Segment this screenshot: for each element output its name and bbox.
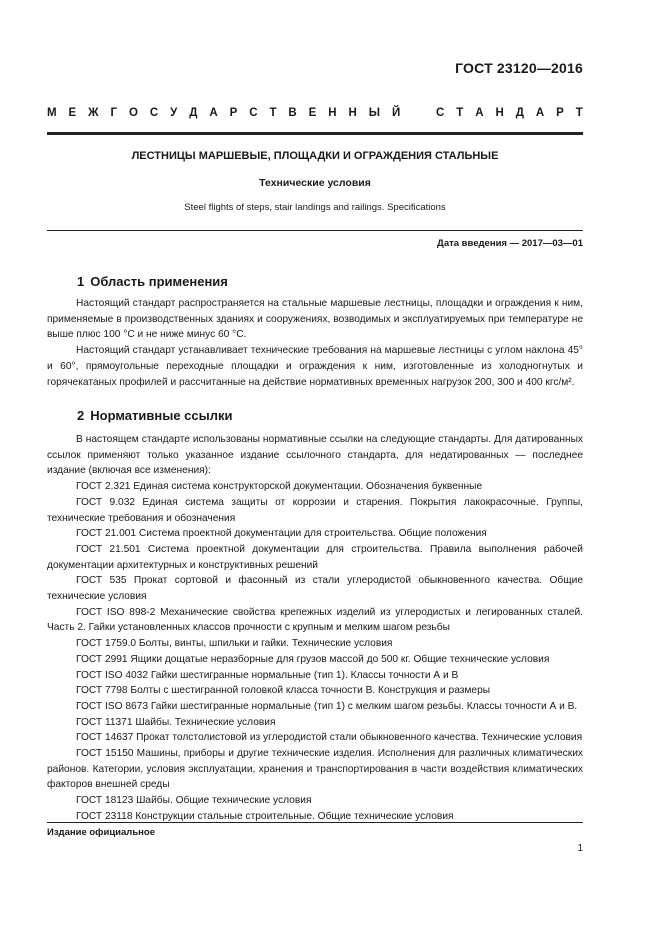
banner-letter: Н [495,107,504,119]
effective-date: Дата введения — 2017—03—01 [437,238,583,249]
section-number: 2 [77,408,85,423]
title-divider [47,230,583,231]
banner-letter: Д [189,107,198,119]
section-heading-scope [77,274,228,289]
reference-item: ГОСТ 21.501 Система проектной документации для строительства. Правила выполнения рабочей документации архитектурных и конструктивных решений [47,543,583,571]
banner-letter: С [436,107,445,119]
paragraph: Настоящий стандарт устанавливает технические требования на маршевые лестницы с углом наклона 45° и 60°, прямоугольные переходные площадки и ограждения к ним, изготовленные из холодногнутых и горячекатаных профилей и рассчитанные на действие нормативных временных нагрузок 200, 300 и 400 кгс/м². [47,345,583,388]
page-number: 1 [577,843,583,854]
document-code: ГОСТ 23120—2016 [455,60,583,76]
reference-item: ГОСТ 11371 Шайбы. Технические условия [76,716,276,728]
reference-item: ГОСТ 9.032 Единая система защиты от коррозии и старения. Покрытия лакокрасочные. Группы, технические требования и обозначения [47,496,583,524]
banner-letter: О [128,107,138,119]
reference-item: ГОСТ ISO 4032 Гайки шестигранные нормальные (тип 1). Классы точности А и В [76,669,459,681]
banner-letter: В [288,107,297,119]
section-heading-references [77,408,232,423]
english-title: Steel flights of steps, stair landings and railings. Specifications [184,202,446,213]
section-body-references [47,432,583,825]
banner-letter: Ж [88,107,99,119]
banner-letter: Р [556,107,564,119]
banner-letter: Т [575,107,583,119]
standard-subtitle: Технические условия [259,177,371,189]
reference-item: ГОСТ 23118 Конструкции стальные строительные. Общие технические условия [76,810,454,822]
section-number: 1 [77,274,85,289]
footer-divider [47,822,583,823]
banner-letter: С [249,107,258,119]
paragraph: В настоящем стандарте использованы нормативные ссылки на следующие стандарты. Для датированных ссылок применяют только указанное издание ссылочного стандарта, для недатированных — последнее издание (включая все изменения): [47,434,583,477]
banner-letter: Р [229,107,238,119]
reference-item: ГОСТ 2991 Ящики дощатые неразборные для грузов массой до 500 кг. Общие технические условия [76,653,550,665]
banner-letter: У [170,107,178,119]
reference-item: ГОСТ ISO 898-2 Механические свойства крепежных изделий из углеродистых и легированных сталей. Часть 2. Гайки установленных классов прочности с крупным и мелким шагом резьбы [47,606,583,634]
paragraph: Настоящий стандарт распространяется на стальные маршевые лестницы, площадки и ограждения к ним, применяемые в производственных зданиях и сооружениях, возводимых и эксплуатируемых при температуре не выше плюс 100 °С и не ниже минус 60 °С. [47,298,583,341]
section-title: Нормативные ссылки [90,408,233,423]
banner-letter: Т [456,107,464,119]
banner-letter: Й [391,107,401,119]
reference-item: ГОСТ 14637 Прокат толстолистовой из углеродистой стали обыкновенного качества. Технические условия [76,732,583,744]
reference-item: ГОСТ 535 Прокат сортовой и фасонный из стали углеродистой обыкновенного качества. Общие технические условия [47,575,583,603]
banner-letter: А [535,107,545,119]
banner-letter: М [47,107,57,119]
banner-letter: Т [269,107,277,119]
banner-letter: Д [515,107,524,119]
banner-letter: Г [110,107,118,119]
reference-item: ГОСТ 7798 Болты с шестигранной головкой класса точности В. Конструкция и размеры [76,685,491,697]
standard-title: ЛЕСТНИЦЫ МАРШЕВЫЕ, ПЛОЩАДКИ И ОГРАЖДЕНИЯ СТАЛЬНЫЕ [131,150,499,162]
banner-letter: С [149,107,159,119]
reference-item: ГОСТ 18123 Шайбы. Общие технические условия [76,795,312,807]
reference-item: ГОСТ ISO 8673 Гайки шестигранные нормальные (тип 1) с мелким шагом резьбы. Классы точности А и В. [76,700,578,712]
reference-item: ГОСТ 15150 Машины, приборы и другие технические изделия. Исполнения для различных климатических районов. Категории, условия эксплуатации, хранения и транспортирования в части воздействия климатических факторов внешней среды [47,748,583,791]
reference-item: ГОСТ 21.001 Система проектной документации для строительства. Общие положения [76,528,487,540]
reference-item: ГОСТ 2.321 Единая система конструкторской документации. Обозначения буквенные [76,481,483,493]
reference-item: ГОСТ 1759.0 Болты, винты, шпильки и гайки. Технические условия [76,638,393,650]
banner-letter: Е [308,107,317,119]
banner-letter: Е [68,107,77,119]
official-edition-label: Издание официальное [47,827,155,838]
banner-letter: А [475,107,484,119]
banner-letter: Ы [368,107,381,119]
header-divider [47,132,583,135]
banner-letter: А [209,107,218,119]
banner-letter: Н [328,107,337,119]
section-title: Область применения [90,274,228,289]
banner-letter: Н [348,107,357,119]
interstate-standard-banner [47,107,583,119]
section-body-scope [47,296,583,390]
